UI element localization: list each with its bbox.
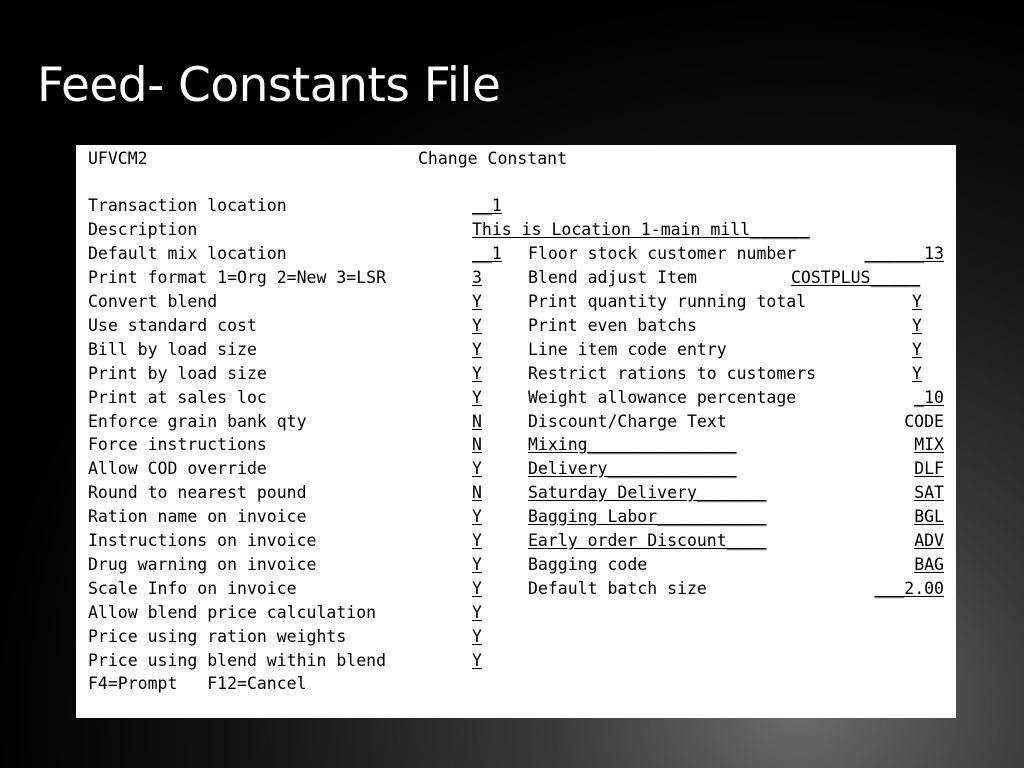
label-allow-blend-price-calculation: Allow blend price calculation [88, 603, 377, 622]
early-order-discount-code-field[interactable]: ADV [914, 531, 944, 550]
print-at-sales-loc-field[interactable]: Y [472, 388, 482, 407]
label-print-even-batchs: Print even batchs [528, 316, 697, 335]
saturday-delivery-text-field[interactable]: Saturday Delivery_______ [528, 483, 767, 502]
bagging-code-field[interactable]: BAG [914, 555, 944, 574]
mixing-code-field[interactable]: MIX [914, 435, 944, 454]
label-scale-info-on-invoice: Scale Info on invoice [88, 579, 297, 598]
default-mix-location-field[interactable]: __1 [472, 244, 502, 263]
early-order-discount-text-field[interactable]: Early order Discount____ [528, 531, 767, 550]
saturday-delivery-code-field[interactable]: SAT [914, 483, 944, 502]
transaction-location-field[interactable]: __1 [472, 196, 502, 215]
use-standard-cost-field[interactable]: Y [472, 316, 482, 335]
allow-cod-override-field[interactable]: Y [472, 459, 482, 478]
terminal-screen [76, 145, 956, 718]
label-print-by-load-size: Print by load size [88, 364, 267, 383]
label-restrict-rations-to-customers: Restrict rations to customers [528, 364, 817, 383]
label-print-quantity-running-total: Print quantity running total [528, 292, 807, 311]
label-default-batch-size: Default batch size [528, 579, 707, 598]
label-description: Description [88, 220, 198, 239]
line-item-code-entry-field[interactable]: Y [912, 340, 922, 359]
label-transaction-location: Transaction location [88, 196, 287, 215]
label-bagging-code: Bagging code [528, 555, 648, 574]
label-line-item-code-entry: Line item code entry [528, 340, 727, 359]
label-enforce-grain-bank-qty: Enforce grain bank qty [88, 412, 307, 431]
restrict-rations-to-customers-field[interactable]: Y [912, 364, 922, 383]
label-ration-name-on-invoice: Ration name on invoice [88, 507, 307, 526]
label-print-at-sales-loc: Print at sales loc [88, 388, 267, 407]
program-id: UFVCM2 [88, 149, 148, 168]
label-floor-stock-customer-number: Floor stock customer number [528, 244, 797, 263]
label-drug-warning-on-invoice: Drug warning on invoice [88, 555, 317, 574]
label-default-mix-location: Default mix location [88, 244, 287, 263]
print-format-field[interactable]: 3 [472, 268, 482, 287]
ration-name-on-invoice-field[interactable]: Y [472, 507, 482, 526]
weight-allowance-percentage-field[interactable]: _10 [914, 388, 944, 407]
slide-title: Feed- Constants File [37, 58, 501, 113]
bagging-labor-text-field[interactable]: Bagging Labor___________ [528, 507, 767, 526]
label-bill-by-load-size: Bill by load size [88, 340, 257, 359]
print-even-batchs-field[interactable]: Y [912, 316, 922, 335]
floor-stock-customer-number-field[interactable]: ______13 [864, 244, 944, 263]
label-allow-cod-override: Allow COD override [88, 459, 267, 478]
discount-charge-text-value: CODE [904, 412, 944, 431]
price-using-blend-within-blend-field[interactable]: Y [472, 651, 482, 670]
print-quantity-running-total-field[interactable]: Y [912, 292, 922, 311]
label-blend-adjust-item: Blend adjust Item [528, 268, 697, 287]
price-using-ration-weights-field[interactable]: Y [472, 627, 482, 646]
scale-info-on-invoice-field[interactable]: Y [472, 579, 482, 598]
description-field[interactable]: This is Location 1-main mill______ [472, 220, 810, 239]
default-batch-size-field[interactable]: ___2.00 [874, 579, 944, 598]
label-price-using-ration-weights: Price using ration weights [88, 627, 347, 646]
label-convert-blend: Convert blend [88, 292, 218, 311]
drug-warning-on-invoice-field[interactable]: Y [472, 555, 482, 574]
delivery-code-field[interactable]: DLF [914, 459, 944, 478]
enforce-grain-bank-qty-field[interactable]: N [472, 412, 482, 431]
label-weight-allowance-percentage: Weight allowance percentage [528, 388, 797, 407]
label-price-using-blend-within-blend: Price using blend within blend [88, 651, 387, 670]
label-print-format: Print format 1=Org 2=New 3=LSR [88, 268, 387, 287]
force-instructions-field[interactable]: N [472, 435, 482, 454]
label-discount-charge-text: Discount/Charge Text [528, 412, 727, 431]
label-use-standard-cost: Use standard cost [88, 316, 257, 335]
allow-blend-price-calculation-field[interactable]: Y [472, 603, 482, 622]
blend-adjust-item-field[interactable]: COSTPLUS_____ [791, 268, 921, 287]
mixing-text-field[interactable]: Mixing_______________ [528, 435, 737, 454]
bill-by-load-size-field[interactable]: Y [472, 340, 482, 359]
bagging-labor-code-field[interactable]: BGL [914, 507, 944, 526]
screen-title: Change Constant [418, 149, 568, 168]
label-round-to-nearest-pound: Round to nearest pound [88, 483, 307, 502]
print-by-load-size-field[interactable]: Y [472, 364, 482, 383]
round-to-nearest-pound-field[interactable]: N [472, 483, 482, 502]
function-keys-legend: F4=Prompt F12=Cancel [88, 674, 307, 693]
label-instructions-on-invoice: Instructions on invoice [88, 531, 317, 550]
instructions-on-invoice-field[interactable]: Y [472, 531, 482, 550]
delivery-text-field[interactable]: Delivery_____________ [528, 459, 737, 478]
convert-blend-field[interactable]: Y [472, 292, 482, 311]
label-force-instructions: Force instructions [88, 435, 267, 454]
